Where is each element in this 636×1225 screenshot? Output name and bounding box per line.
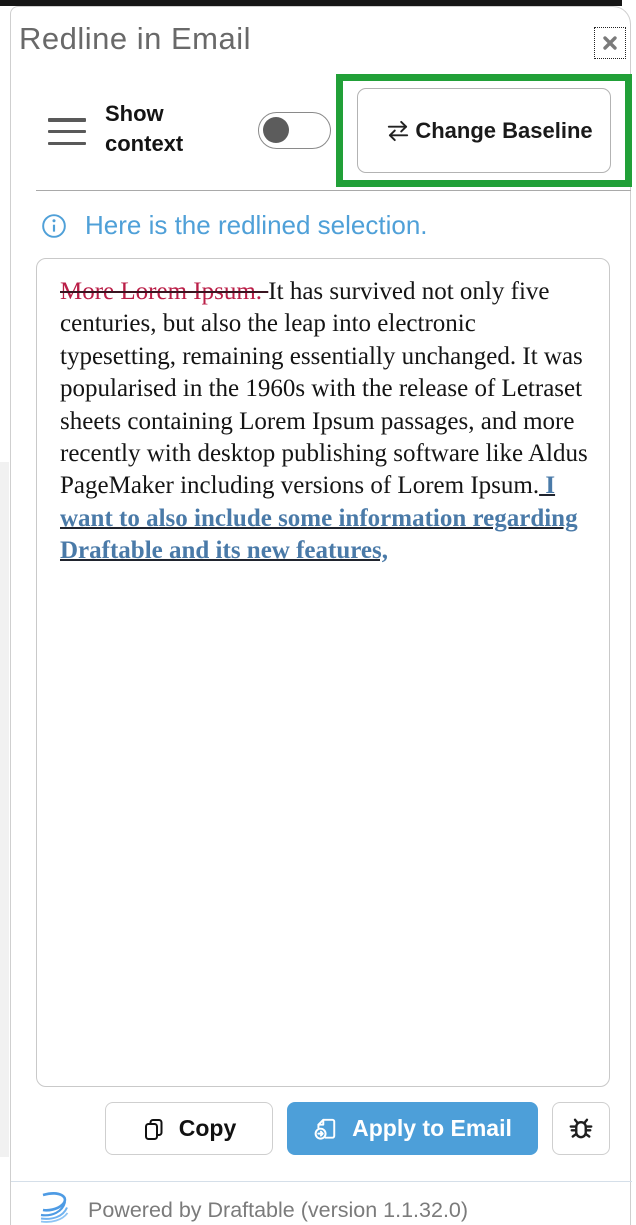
copy-button[interactable] xyxy=(105,1102,273,1155)
page-title: Redline in Email xyxy=(19,21,251,56)
status-row xyxy=(41,210,428,241)
powered-by-label: Powered by Draftable (version 1.1.32.0) xyxy=(88,1197,469,1222)
change-baseline-button[interactable] xyxy=(357,88,611,173)
close-button[interactable] xyxy=(595,28,625,58)
swap-arrows-icon xyxy=(384,118,412,144)
toggle-knob xyxy=(263,117,289,143)
show-context-toggle[interactable] xyxy=(258,112,331,149)
apply-to-email-button[interactable] xyxy=(287,1102,538,1155)
redline-output-box[interactable] xyxy=(36,258,610,1087)
document-arrow-icon xyxy=(313,1116,339,1142)
header-divider xyxy=(36,190,631,191)
menu-button[interactable] xyxy=(48,118,86,145)
footer-divider xyxy=(11,1181,632,1182)
change-baseline-label: Change Baseline xyxy=(415,118,593,143)
copy-label: Copy xyxy=(178,1115,237,1141)
apply-to-email-label: Apply to Email xyxy=(352,1115,512,1141)
copy-icon xyxy=(142,1117,166,1141)
hamburger-icon xyxy=(48,118,86,122)
bug-icon xyxy=(566,1114,596,1144)
redline-task-pane xyxy=(10,6,631,1225)
action-bar xyxy=(11,1102,632,1156)
status-message: Here is the redlined selection. xyxy=(85,210,428,240)
redline-text xyxy=(60,276,597,568)
draftable-logo-icon xyxy=(34,1189,74,1225)
pane-scrollbar[interactable] xyxy=(0,462,9,1157)
debug-button[interactable] xyxy=(552,1102,610,1155)
inserted-text: I want to also include some information regarding Draftable and its new features, xyxy=(60,472,578,565)
unchanged-text: It has survived not only five centuries, but also the leap into electronic typesetting, remaining essentially unchanged. It was popularised in the 1960s with the release of Letraset sheets containing Lorem Ipsum passages, and more recently with desktop publishing software like Aldus PageMaker including versions of Lorem Ipsum. xyxy=(60,278,588,500)
footer xyxy=(34,1189,468,1225)
info-icon xyxy=(41,213,67,239)
close-icon xyxy=(600,33,620,53)
change-baseline-highlight xyxy=(336,74,632,187)
deleted-text: More Lorem Ipsum. xyxy=(60,278,269,305)
show-context-label: Show context xyxy=(105,101,184,156)
